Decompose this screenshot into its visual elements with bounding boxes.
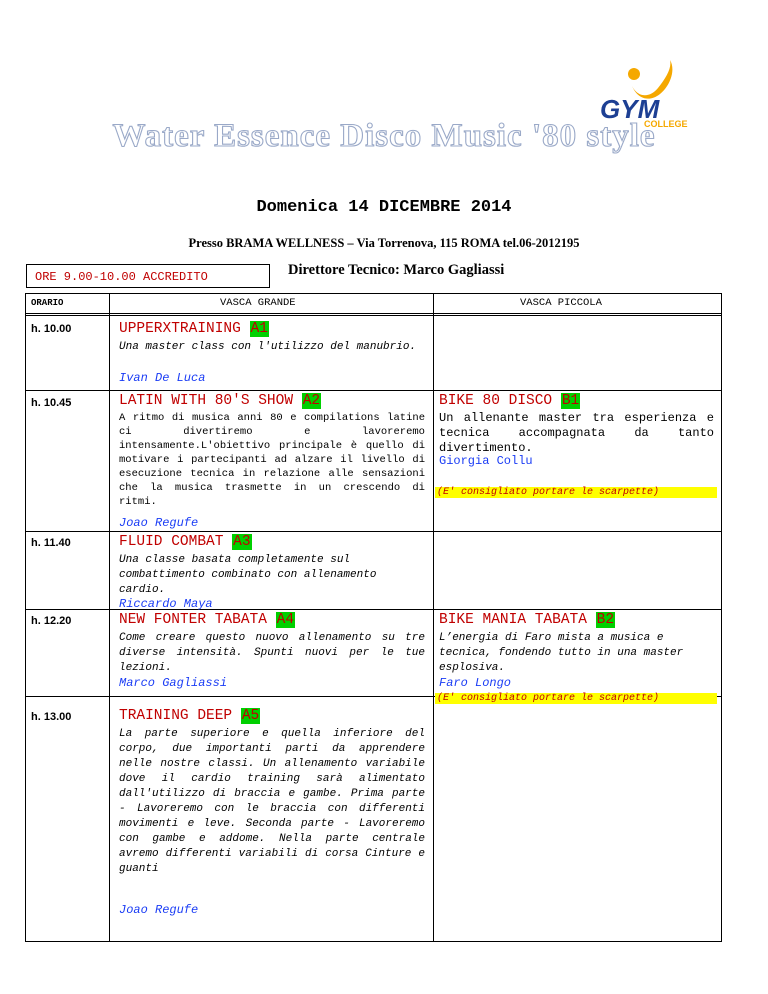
row-time: h. 10.45 [31,397,72,409]
instructor-name: Joao Regufe [119,516,199,530]
class-name: BIKE MANIA TABATA [439,612,587,628]
class-code: B2 [596,612,615,628]
schedule-table [25,293,722,942]
class-title [439,612,615,628]
class-description: Un allenante master tra esperienza e tecnica accompagnata da tanto divertimento. [439,411,714,455]
instructor-name: Marco Gagliassi [119,676,228,690]
class-name: LATIN WITH 80'S SHOW [119,393,294,409]
page-title: Water Essence Disco Music '80 style [112,118,656,154]
header-vasca-piccola: VASCA PICCOLA [520,297,602,309]
class-description: Una master class con l'utilizzo del manubrio. [119,341,417,353]
row-time: h. 10.00 [31,323,72,335]
class-title [439,393,580,409]
class-name: FLUID COMBAT [119,534,224,550]
class-title [119,321,269,337]
class-code: A1 [250,321,268,337]
class-description: L’energia di Faro mista a musica e tecnica, fondendo tutto in una master esplosiva. [439,632,684,674]
class-description: A ritmo di musica anni 80 e compilations latine ci divertiremo e lavoreremo intensamente.L'obiettivo principale è quello di motivare i partecipanti ad alzare il livello di esecuzione tecnica in relazione alle sensazioni che la musica trasmette in un crescendo di ritmi. [119,412,425,508]
class-name: TRAINING DEEP [119,708,233,724]
instructor-name: Riccardo Maya [119,597,213,611]
event-date: Domenica 14 DICEMBRE 2014 [256,198,512,217]
instructor-name: Giorgia Collu [439,454,533,468]
class-name: BIKE 80 DISCO [439,393,553,409]
row-time: h. 13.00 [31,711,72,723]
note-scarpette: (E' consigliato portare le scarpette) [435,487,717,498]
instructor-name: Faro Longo [439,676,512,690]
class-code: A5 [241,708,260,724]
class-title [119,393,321,409]
header-vasca-grande: VASCA GRANDE [220,297,296,309]
header-orario: ORARIO [31,298,64,308]
instructor-name: Ivan De Luca [119,371,206,385]
class-title [119,708,260,724]
class-code: A4 [276,612,295,628]
row-time: h. 11.40 [31,537,71,549]
class-code: A3 [233,534,251,550]
direttore-tecnico: Direttore Tecnico: Marco Gagliassi [288,262,505,278]
class-description: Come creare questo nuovo allenamento su tre diverse intensità. Spunti nuovi per le tue lezioni. [119,632,425,674]
class-code: B1 [561,393,580,409]
class-name: NEW FONTER TABATA [119,612,267,628]
logo-subtext: COLLEGE [644,119,688,129]
class-name: UPPERXTRAINING [119,321,241,337]
venue-info: Presso BRAMA WELLNESS – Via Torrenova, 115 ROMA tel.06-2012195 [188,236,580,250]
accredito-box: ORE 9.00-10.00 ACCREDITO [26,264,270,288]
note-scarpette: (E' consigliato portare le scarpette) [435,693,717,704]
class-description: Una classe basata completamente sul combattimento combinato con allenamento cardio. [119,554,377,596]
instructor-name: Joao Regufe [119,903,199,917]
class-code: A2 [302,393,321,409]
class-title [119,612,295,628]
class-title [119,534,252,550]
row-time: h. 12.20 [31,615,72,627]
class-description: La parte superiore e quella inferiore del corpo, due importanti parti da apprendere nelle nostre classi. Un allenamento variabile dove il cardio training sarà alimentato dall'utilizzo di braccia e gambe. Prima parte - Lavoreremo con le braccia con differenti movimenti e leve. Seconda parte - Lavoreremo con gambe e addome. Nella parte centrale avremo differenti variabili di corsa Cinture e guanti [119,728,425,875]
logo-text: GYM [600,94,660,124]
